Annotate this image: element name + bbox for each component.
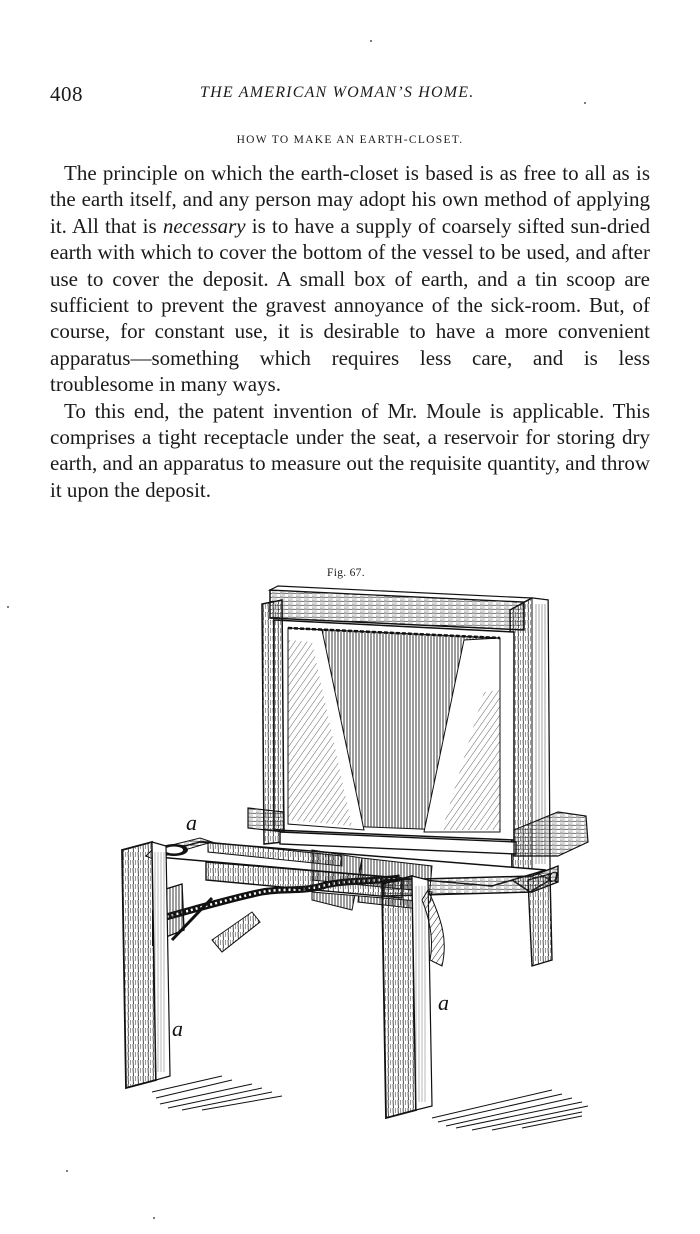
- paragraph-2-text: To this end, the patent invention of Mr. Moule is applicable. This comprises a tight receptacle under the seat, a reservoir for storing dry earth, and an apparatus to measure out the requisite quantity, and throw it upon the deposit.: [50, 398, 650, 502]
- print-speck: [584, 102, 586, 104]
- print-speck: [153, 1217, 155, 1219]
- running-title: THE AMERICAN WOMAN’S HOME.: [200, 84, 475, 101]
- paragraph-1-emphasis: necessary: [162, 213, 246, 238]
- body-text: [50, 160, 650, 503]
- earth-closet-illustration: [112, 580, 602, 1140]
- floor-shadow: [152, 1076, 588, 1130]
- back-left-post: [262, 600, 284, 844]
- print-speck: [7, 606, 9, 608]
- label-a-rear-right: a: [548, 862, 559, 887]
- page-number: 408: [50, 82, 83, 106]
- back-right-leg: [528, 874, 552, 966]
- paragraph-1-text-end: is to have a supply of coarsely sifted sun-dried earth with which to cover the bottom of the vessel to be used, and after use to cover the deposit. A small box of earth, and a tin scoop are sufficient to prevent the gravest annoyance of the sick-room. But, of course, for constant use, it is desirable to have a more convenient apparatus—something which requires less care, and is less troublesome in many ways.: [50, 213, 650, 397]
- front-right-leg: [382, 876, 444, 1118]
- front-left-leg: [122, 842, 170, 1088]
- paragraph-1: [50, 160, 650, 398]
- label-a-front-right: a: [438, 990, 449, 1015]
- label-a-rear-left: a: [186, 810, 197, 835]
- section-heading: HOW TO MAKE AN EARTH-CLOSET.: [236, 134, 464, 146]
- running-head: [50, 82, 610, 112]
- paragraph-2: [50, 398, 650, 504]
- figure-caption: Fig. 67.: [327, 567, 365, 579]
- print-speck: [370, 40, 372, 42]
- paragraph-1-text-start: The principle on which the earth-closet is based is as free to all as is the earth itself, and any person may adopt his own method of applying it. All that is: [50, 161, 650, 238]
- print-speck: [66, 1170, 68, 1172]
- earth-reservoir: [274, 620, 514, 840]
- label-a-front-left: a: [172, 1016, 183, 1041]
